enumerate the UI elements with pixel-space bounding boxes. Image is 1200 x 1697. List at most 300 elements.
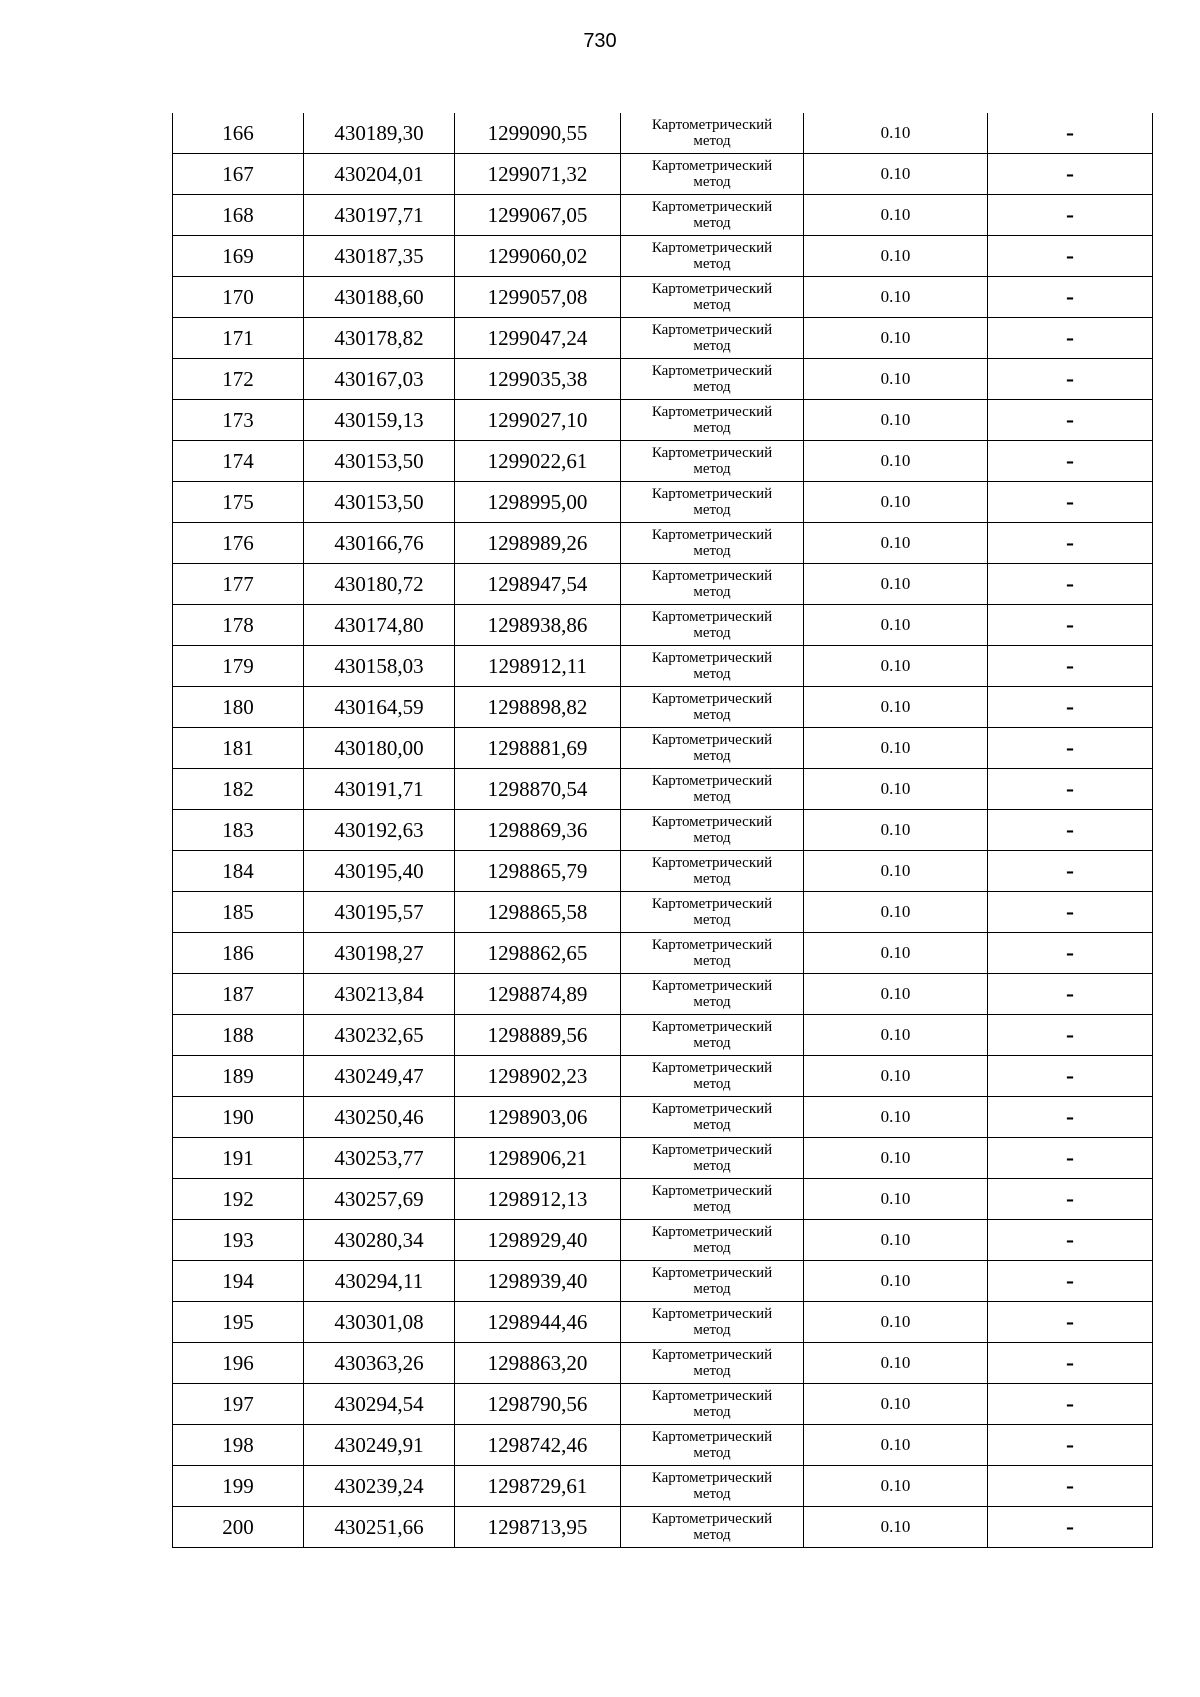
method-line-1: Картометрический: [651, 281, 773, 297]
table-row: [173, 1507, 1153, 1548]
y-coordinate-cell: 1298713,95: [455, 1507, 621, 1548]
accuracy-cell: 0.10: [804, 318, 988, 359]
point-number-cell: 183: [173, 810, 304, 851]
y-coordinate-cell: 1299057,08: [455, 277, 621, 318]
method-line-2: метод: [693, 1363, 731, 1379]
y-coordinate-cell: 1299035,38: [455, 359, 621, 400]
method-cell: [621, 851, 804, 892]
accuracy-cell: 0.10: [804, 1138, 988, 1179]
method-line-2: метод: [693, 1035, 731, 1051]
x-coordinate-cell: 430153,50: [304, 482, 455, 523]
accuracy-cell: 0.10: [804, 851, 988, 892]
note-cell: -: [988, 482, 1153, 523]
note-cell: -: [988, 236, 1153, 277]
x-coordinate-cell: 430164,59: [304, 687, 455, 728]
note-cell: -: [988, 1015, 1153, 1056]
method-line-1: Картометрический: [651, 199, 773, 215]
method-cell: [621, 1507, 804, 1548]
x-coordinate-cell: 430213,84: [304, 974, 455, 1015]
method-line-2: метод: [693, 543, 731, 559]
method-line-1: Картометрический: [651, 404, 773, 420]
method-line-2: метод: [693, 1404, 731, 1420]
note-cell: -: [988, 564, 1153, 605]
table-row: [173, 728, 1153, 769]
point-number-cell: 197: [173, 1384, 304, 1425]
x-coordinate-cell: 430239,24: [304, 1466, 455, 1507]
method-cell: [621, 113, 804, 154]
y-coordinate-cell: 1299047,24: [455, 318, 621, 359]
note-cell: -: [988, 933, 1153, 974]
x-coordinate-cell: 430197,71: [304, 195, 455, 236]
table-row: [173, 810, 1153, 851]
method-line-2: метод: [693, 1486, 731, 1502]
note-cell: -: [988, 646, 1153, 687]
point-number-cell: 188: [173, 1015, 304, 1056]
page-number: 730: [583, 30, 617, 52]
x-coordinate-cell: 430253,77: [304, 1138, 455, 1179]
method-line-2: метод: [693, 133, 731, 149]
table-row: [173, 1179, 1153, 1220]
y-coordinate-cell: 1298889,56: [455, 1015, 621, 1056]
note-cell: -: [988, 1384, 1153, 1425]
table-row: [173, 1056, 1153, 1097]
y-coordinate-cell: 1298865,79: [455, 851, 621, 892]
y-coordinate-cell: 1299090,55: [455, 113, 621, 154]
method-line-2: метод: [693, 1076, 731, 1092]
method-cell: [621, 769, 804, 810]
y-coordinate-cell: 1299022,61: [455, 441, 621, 482]
method-line-2: метод: [693, 1240, 731, 1256]
method-cell: [621, 974, 804, 1015]
x-coordinate-cell: 430232,65: [304, 1015, 455, 1056]
point-number-cell: 170: [173, 277, 304, 318]
accuracy-cell: 0.10: [804, 1220, 988, 1261]
point-number-cell: 182: [173, 769, 304, 810]
method-line-1: Картометрический: [651, 117, 773, 133]
method-line-2: метод: [693, 625, 731, 641]
accuracy-cell: 0.10: [804, 1302, 988, 1343]
table-row: [173, 113, 1153, 154]
y-coordinate-cell: 1298863,20: [455, 1343, 621, 1384]
x-coordinate-cell: 430178,82: [304, 318, 455, 359]
y-coordinate-cell: 1298742,46: [455, 1425, 621, 1466]
accuracy-cell: 0.10: [804, 564, 988, 605]
accuracy-cell: 0.10: [804, 933, 988, 974]
method-cell: [621, 318, 804, 359]
y-coordinate-cell: 1298912,11: [455, 646, 621, 687]
point-number-cell: 196: [173, 1343, 304, 1384]
x-coordinate-cell: 430188,60: [304, 277, 455, 318]
note-cell: -: [988, 1138, 1153, 1179]
y-coordinate-cell: 1298862,65: [455, 933, 621, 974]
y-coordinate-cell: 1299027,10: [455, 400, 621, 441]
y-coordinate-cell: 1298929,40: [455, 1220, 621, 1261]
accuracy-cell: 0.10: [804, 236, 988, 277]
accuracy-cell: 0.10: [804, 769, 988, 810]
x-coordinate-cell: 430294,11: [304, 1261, 455, 1302]
point-number-cell: 185: [173, 892, 304, 933]
x-coordinate-cell: 430192,63: [304, 810, 455, 851]
method-line-1: Картометрический: [651, 1511, 773, 1527]
table-row: [173, 605, 1153, 646]
method-line-1: Картометрический: [651, 773, 773, 789]
note-cell: -: [988, 892, 1153, 933]
note-cell: -: [988, 687, 1153, 728]
method-cell: [621, 1056, 804, 1097]
point-number-cell: 198: [173, 1425, 304, 1466]
accuracy-cell: 0.10: [804, 1507, 988, 1548]
table-row: [173, 277, 1153, 318]
note-cell: -: [988, 441, 1153, 482]
note-cell: -: [988, 154, 1153, 195]
point-number-cell: 195: [173, 1302, 304, 1343]
y-coordinate-cell: 1298989,26: [455, 523, 621, 564]
method-cell: [621, 1343, 804, 1384]
table-row: [173, 1384, 1153, 1425]
method-line-1: Картометрический: [651, 158, 773, 174]
accuracy-cell: 0.10: [804, 1179, 988, 1220]
method-cell: [621, 1220, 804, 1261]
y-coordinate-cell: 1299071,32: [455, 154, 621, 195]
note-cell: -: [988, 318, 1153, 359]
method-line-1: Картометрический: [651, 1470, 773, 1486]
y-coordinate-cell: 1298869,36: [455, 810, 621, 851]
method-line-1: Картометрический: [651, 527, 773, 543]
method-line-1: Картометрический: [651, 445, 773, 461]
point-number-cell: 199: [173, 1466, 304, 1507]
method-line-1: Картометрический: [651, 937, 773, 953]
method-line-2: метод: [693, 994, 731, 1010]
point-number-cell: 174: [173, 441, 304, 482]
x-coordinate-cell: 430257,69: [304, 1179, 455, 1220]
x-coordinate-cell: 430167,03: [304, 359, 455, 400]
method-line-2: метод: [693, 174, 731, 190]
x-coordinate-cell: 430249,91: [304, 1425, 455, 1466]
accuracy-cell: 0.10: [804, 1261, 988, 1302]
method-line-1: Картометрический: [651, 855, 773, 871]
method-line-2: метод: [693, 1445, 731, 1461]
method-line-2: метод: [693, 1117, 731, 1133]
accuracy-cell: 0.10: [804, 1343, 988, 1384]
note-cell: -: [988, 523, 1153, 564]
method-line-2: метод: [693, 1158, 731, 1174]
accuracy-cell: 0.10: [804, 1015, 988, 1056]
y-coordinate-cell: 1298874,89: [455, 974, 621, 1015]
note-cell: -: [988, 1507, 1153, 1548]
note-cell: -: [988, 400, 1153, 441]
y-coordinate-cell: 1298729,61: [455, 1466, 621, 1507]
method-cell: [621, 1015, 804, 1056]
point-number-cell: 177: [173, 564, 304, 605]
x-coordinate-cell: 430191,71: [304, 769, 455, 810]
x-coordinate-cell: 430250,46: [304, 1097, 455, 1138]
note-cell: -: [988, 605, 1153, 646]
x-coordinate-cell: 430294,54: [304, 1384, 455, 1425]
method-line-2: метод: [693, 215, 731, 231]
y-coordinate-cell: 1298790,56: [455, 1384, 621, 1425]
coordinates-table-body: [173, 113, 1153, 1548]
table-row: [173, 974, 1153, 1015]
method-line-2: метод: [693, 461, 731, 477]
method-line-2: метод: [693, 584, 731, 600]
method-cell: [621, 236, 804, 277]
y-coordinate-cell: 1298865,58: [455, 892, 621, 933]
y-coordinate-cell: 1298939,40: [455, 1261, 621, 1302]
point-number-cell: 193: [173, 1220, 304, 1261]
method-line-1: Картометрический: [651, 1183, 773, 1199]
table-row: [173, 646, 1153, 687]
y-coordinate-cell: 1298902,23: [455, 1056, 621, 1097]
point-number-cell: 194: [173, 1261, 304, 1302]
table-row: [173, 154, 1153, 195]
note-cell: -: [988, 195, 1153, 236]
point-number-cell: 169: [173, 236, 304, 277]
method-line-2: метод: [693, 338, 731, 354]
table-row: [173, 892, 1153, 933]
accuracy-cell: 0.10: [804, 482, 988, 523]
note-cell: -: [988, 1179, 1153, 1220]
accuracy-cell: 0.10: [804, 359, 988, 400]
table-row: [173, 236, 1153, 277]
note-cell: -: [988, 974, 1153, 1015]
point-number-cell: 173: [173, 400, 304, 441]
table-row: [173, 1220, 1153, 1261]
method-line-2: метод: [693, 1322, 731, 1338]
accuracy-cell: 0.10: [804, 1384, 988, 1425]
table-row: [173, 1302, 1153, 1343]
point-number-cell: 200: [173, 1507, 304, 1548]
note-cell: -: [988, 1220, 1153, 1261]
method-line-1: Картометрический: [651, 363, 773, 379]
method-line-1: Картометрический: [651, 1429, 773, 1445]
method-line-1: Картометрический: [651, 568, 773, 584]
method-cell: [621, 810, 804, 851]
note-cell: -: [988, 1343, 1153, 1384]
accuracy-cell: 0.10: [804, 646, 988, 687]
method-line-2: метод: [693, 748, 731, 764]
method-line-2: метод: [693, 871, 731, 887]
x-coordinate-cell: 430280,34: [304, 1220, 455, 1261]
method-line-2: метод: [693, 666, 731, 682]
accuracy-cell: 0.10: [804, 1097, 988, 1138]
accuracy-cell: 0.10: [804, 400, 988, 441]
point-number-cell: 184: [173, 851, 304, 892]
accuracy-cell: 0.10: [804, 605, 988, 646]
method-line-2: метод: [693, 953, 731, 969]
note-cell: -: [988, 1056, 1153, 1097]
method-cell: [621, 1097, 804, 1138]
method-cell: [621, 400, 804, 441]
method-line-1: Картометрический: [651, 1224, 773, 1240]
method-cell: [621, 195, 804, 236]
accuracy-cell: 0.10: [804, 277, 988, 318]
table-row: [173, 400, 1153, 441]
table-row: [173, 769, 1153, 810]
point-number-cell: 179: [173, 646, 304, 687]
accuracy-cell: 0.10: [804, 1466, 988, 1507]
method-cell: [621, 1384, 804, 1425]
coordinates-table: [172, 113, 1153, 1548]
method-line-1: Картометрический: [651, 691, 773, 707]
method-line-2: метод: [693, 256, 731, 272]
point-number-cell: 175: [173, 482, 304, 523]
method-cell: [621, 1261, 804, 1302]
method-line-1: Картометрический: [651, 650, 773, 666]
x-coordinate-cell: 430195,40: [304, 851, 455, 892]
accuracy-cell: 0.10: [804, 154, 988, 195]
method-line-1: Картометрический: [651, 1019, 773, 1035]
method-line-2: метод: [693, 1199, 731, 1215]
y-coordinate-cell: 1298870,54: [455, 769, 621, 810]
method-line-2: метод: [693, 830, 731, 846]
accuracy-cell: 0.10: [804, 113, 988, 154]
table-row: [173, 1138, 1153, 1179]
method-line-1: Картометрический: [651, 896, 773, 912]
y-coordinate-cell: 1298912,13: [455, 1179, 621, 1220]
method-cell: [621, 154, 804, 195]
point-number-cell: 176: [173, 523, 304, 564]
note-cell: -: [988, 1261, 1153, 1302]
point-number-cell: 191: [173, 1138, 304, 1179]
method-cell: [621, 728, 804, 769]
point-number-cell: 186: [173, 933, 304, 974]
table-row: [173, 359, 1153, 400]
method-cell: [621, 359, 804, 400]
table-row: [173, 1015, 1153, 1056]
accuracy-cell: 0.10: [804, 974, 988, 1015]
method-line-1: Картометрический: [651, 732, 773, 748]
table-row: [173, 933, 1153, 974]
accuracy-cell: 0.10: [804, 195, 988, 236]
note-cell: -: [988, 1425, 1153, 1466]
method-line-1: Картометрический: [651, 1347, 773, 1363]
note-cell: -: [988, 1302, 1153, 1343]
method-line-2: метод: [693, 707, 731, 723]
table-row: [173, 687, 1153, 728]
x-coordinate-cell: 430158,03: [304, 646, 455, 687]
x-coordinate-cell: 430174,80: [304, 605, 455, 646]
point-number-cell: 187: [173, 974, 304, 1015]
y-coordinate-cell: 1298898,82: [455, 687, 621, 728]
x-coordinate-cell: 430301,08: [304, 1302, 455, 1343]
x-coordinate-cell: 430198,27: [304, 933, 455, 974]
y-coordinate-cell: 1298938,86: [455, 605, 621, 646]
table-row: [173, 318, 1153, 359]
method-cell: [621, 892, 804, 933]
y-coordinate-cell: 1298903,06: [455, 1097, 621, 1138]
note-cell: -: [988, 1466, 1153, 1507]
point-number-cell: 167: [173, 154, 304, 195]
note-cell: -: [988, 851, 1153, 892]
y-coordinate-cell: 1298881,69: [455, 728, 621, 769]
y-coordinate-cell: 1298944,46: [455, 1302, 621, 1343]
point-number-cell: 180: [173, 687, 304, 728]
method-cell: [621, 605, 804, 646]
method-cell: [621, 646, 804, 687]
method-cell: [621, 933, 804, 974]
point-number-cell: 181: [173, 728, 304, 769]
note-cell: -: [988, 728, 1153, 769]
method-cell: [621, 1466, 804, 1507]
method-line-2: метод: [693, 789, 731, 805]
table-row: [173, 441, 1153, 482]
method-cell: [621, 564, 804, 605]
accuracy-cell: 0.10: [804, 523, 988, 564]
y-coordinate-cell: 1299060,02: [455, 236, 621, 277]
table-row: [173, 1343, 1153, 1384]
table-row: [173, 1097, 1153, 1138]
x-coordinate-cell: 430195,57: [304, 892, 455, 933]
point-number-cell: 189: [173, 1056, 304, 1097]
note-cell: -: [988, 359, 1153, 400]
x-coordinate-cell: 430204,01: [304, 154, 455, 195]
y-coordinate-cell: 1298947,54: [455, 564, 621, 605]
accuracy-cell: 0.10: [804, 892, 988, 933]
x-coordinate-cell: 430153,50: [304, 441, 455, 482]
point-number-cell: 190: [173, 1097, 304, 1138]
table-row: [173, 482, 1153, 523]
table-row: [173, 1466, 1153, 1507]
x-coordinate-cell: 430166,76: [304, 523, 455, 564]
method-cell: [621, 1179, 804, 1220]
method-cell: [621, 687, 804, 728]
x-coordinate-cell: 430159,13: [304, 400, 455, 441]
method-cell: [621, 523, 804, 564]
accuracy-cell: 0.10: [804, 1425, 988, 1466]
x-coordinate-cell: 430180,72: [304, 564, 455, 605]
accuracy-cell: 0.10: [804, 810, 988, 851]
method-line-1: Картометрический: [651, 1306, 773, 1322]
method-line-1: Картометрический: [651, 486, 773, 502]
method-line-2: метод: [693, 379, 731, 395]
note-cell: -: [988, 277, 1153, 318]
method-line-1: Картометрический: [651, 240, 773, 256]
note-cell: -: [988, 769, 1153, 810]
note-cell: -: [988, 810, 1153, 851]
x-coordinate-cell: 430180,00: [304, 728, 455, 769]
y-coordinate-cell: 1299067,05: [455, 195, 621, 236]
table-row: [173, 523, 1153, 564]
table-row: [173, 1261, 1153, 1302]
method-cell: [621, 277, 804, 318]
point-number-cell: 172: [173, 359, 304, 400]
method-line-1: Картометрический: [651, 609, 773, 625]
x-coordinate-cell: 430187,35: [304, 236, 455, 277]
method-line-1: Картометрический: [651, 1265, 773, 1281]
point-number-cell: 192: [173, 1179, 304, 1220]
method-cell: [621, 482, 804, 523]
method-line-2: метод: [693, 1527, 731, 1543]
note-cell: -: [988, 1097, 1153, 1138]
method-line-2: метод: [693, 912, 731, 928]
x-coordinate-cell: 430249,47: [304, 1056, 455, 1097]
table-row: [173, 1425, 1153, 1466]
method-line-2: метод: [693, 420, 731, 436]
x-coordinate-cell: 430189,30: [304, 113, 455, 154]
x-coordinate-cell: 430251,66: [304, 1507, 455, 1548]
table-row: [173, 851, 1153, 892]
point-number-cell: 166: [173, 113, 304, 154]
accuracy-cell: 0.10: [804, 441, 988, 482]
method-cell: [621, 441, 804, 482]
method-line-2: метод: [693, 502, 731, 518]
point-number-cell: 178: [173, 605, 304, 646]
accuracy-cell: 0.10: [804, 728, 988, 769]
method-line-1: Картометрический: [651, 322, 773, 338]
method-line-1: Картометрический: [651, 814, 773, 830]
note-cell: -: [988, 113, 1153, 154]
point-number-cell: 168: [173, 195, 304, 236]
